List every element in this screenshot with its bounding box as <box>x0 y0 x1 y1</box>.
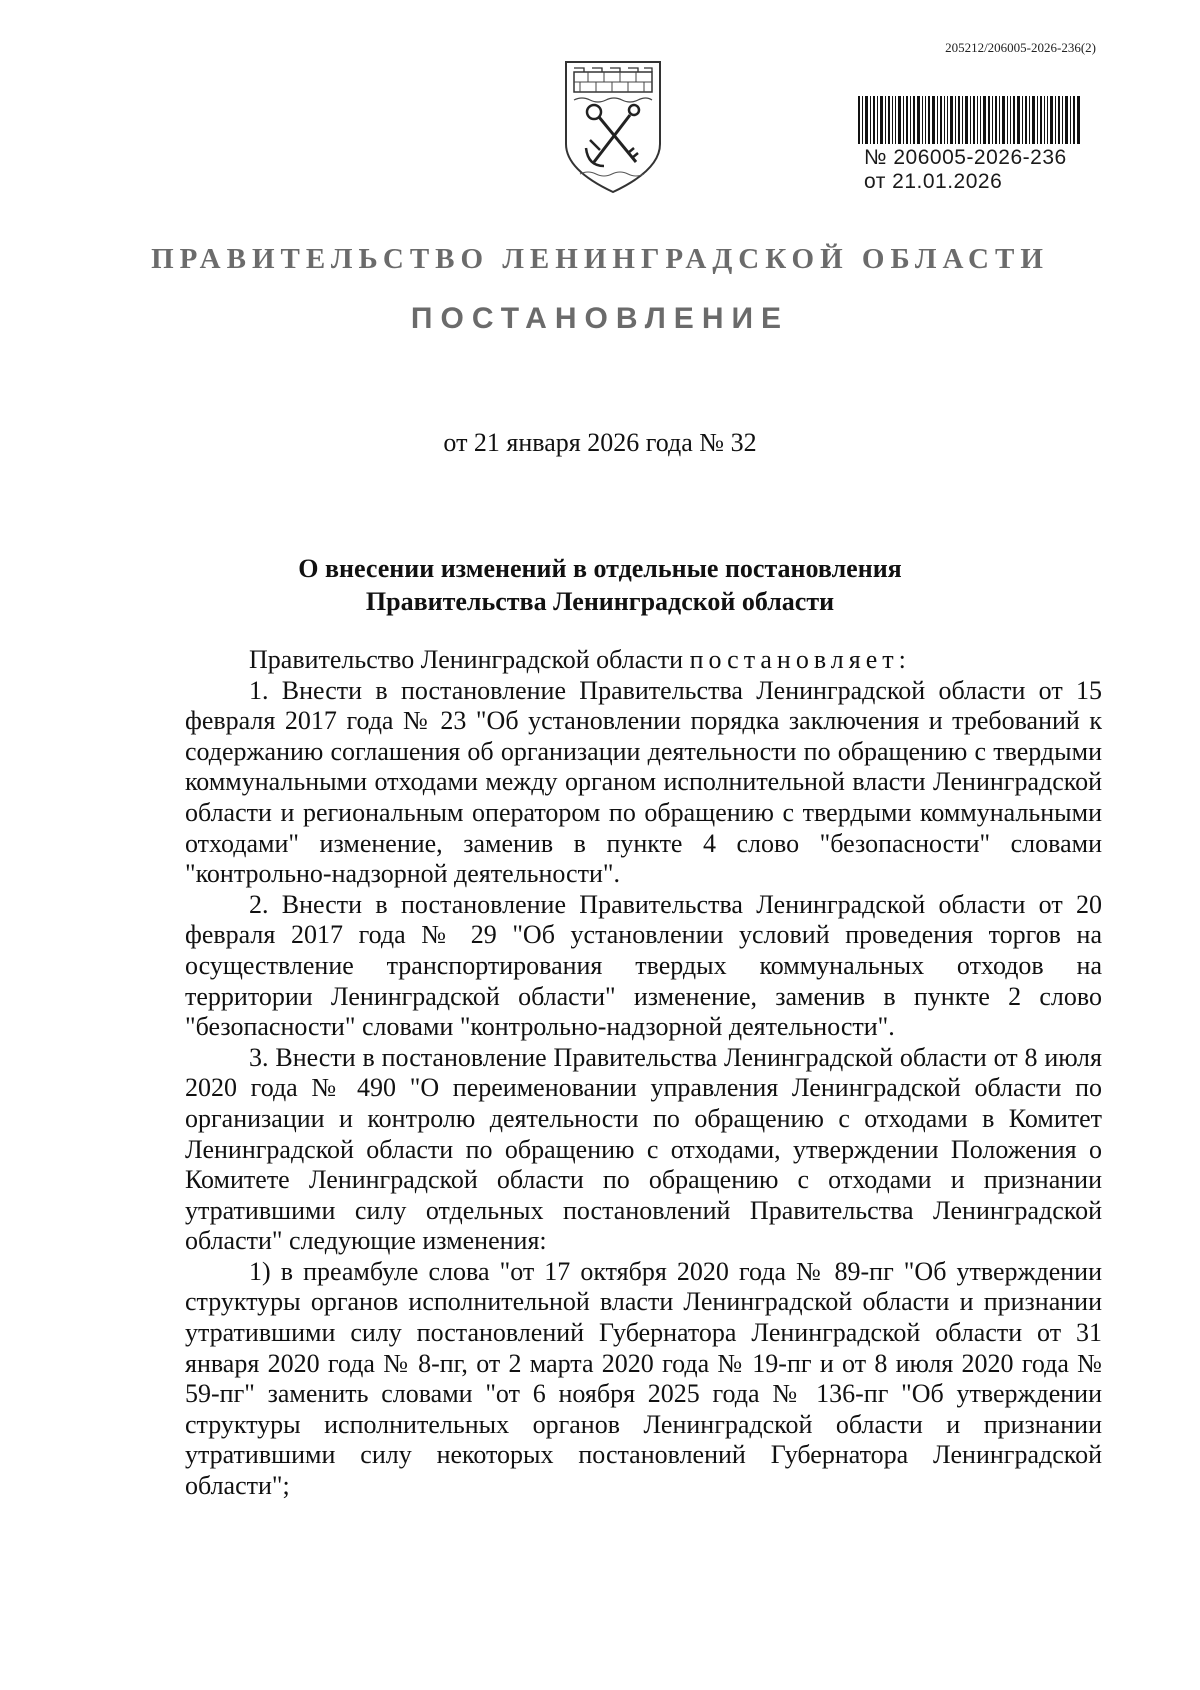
document-body <box>185 645 1102 1502</box>
document-subject <box>0 552 1200 618</box>
document-date-number: от 21 января 2026 года № 32 <box>443 428 757 457</box>
subject-line-2: Правительства Ленинградской области <box>365 587 835 616</box>
subject-line-1: О внесении изменений в отдельные постановления <box>298 554 902 583</box>
document-type-title: ПОСТАНОВЛЕНИЕ <box>410 302 790 335</box>
intro-prefix: Правительство Ленинградской области <box>249 645 690 674</box>
registration-date: от 21.01.2026 <box>864 170 1003 193</box>
registration-number: № 206005-2026-236 <box>864 146 1067 169</box>
coat-of-arms-emblem <box>560 58 666 198</box>
registration-block <box>864 146 1067 194</box>
barcode <box>858 96 1080 144</box>
body-paragraph-2: 2. Внести в постановление Правительства Ленинградской области от 20 февраля 2017 года № 29 "Об установлении условий проведения торгов на осуществление транспортирования твердых коммунальных отходов на территории Ленинградской области" изменение, заменив в пункте 2 слово "безопасности" словами "контрольно-надзорной деятельности". <box>185 889 1102 1042</box>
body-subparagraph-1: 1) в преамбуле слова "от 17 октября 2020 года № 89-пг "Об утверждении структуры органов исполнительной власти Ленинградской области и признании утратившими силу постановлений Губернатора Ленинградской области от 31 января 2020 года № 8-пг, от 2 марта 2020 года № 19-пг и от 8 июля 2020 года № 59-пг" заменить словами "от 6 ноября 2025 года № 136-пг "Об утверждении структуры исполнительных органов Ленинградской области и признании утратившими силу некоторых постановлений Губернатора Ленинградской области"; <box>185 1256 1102 1501</box>
intro-verb: постановляет: <box>689 645 911 674</box>
document-top-code: 205212/206005-2026-236(2) <box>945 40 1096 55</box>
government-title: ПРАВИТЕЛЬСТВО ЛЕНИНГРАДСКОЙ ОБЛАСТИ <box>151 243 1049 275</box>
intro-paragraph <box>185 645 1102 676</box>
body-paragraph-1: 1. Внести в постановление Правительства Ленинградской области от 15 февраля 2017 года № 23 "Об установлении порядка заключения и требований к содержанию соглашения об организации деятельности по обращению с твердыми коммунальными отходами между органом исполнительной власти Ленинградской области и региональным оператором по обращению с твердыми коммунальными отходами" изменение, заменив в пункте 4 слово "безопасности" словами "контрольно-надзорной деятельности". <box>185 675 1102 889</box>
body-paragraph-3: 3. Внести в постановление Правительства Ленинградской области от 8 июля 2020 года № 490 "О переименовании управления Ленинградской области по организации и контролю деятельности по обращению с отходами в Комитет Ленинградской области по обращению с отходами, утверждении Положения о Комитете Ленинградской области по обращению с отходами и признании утратившими силу отдельных постановлений Правительства Ленинградской области" следующие изменения: <box>185 1042 1102 1256</box>
